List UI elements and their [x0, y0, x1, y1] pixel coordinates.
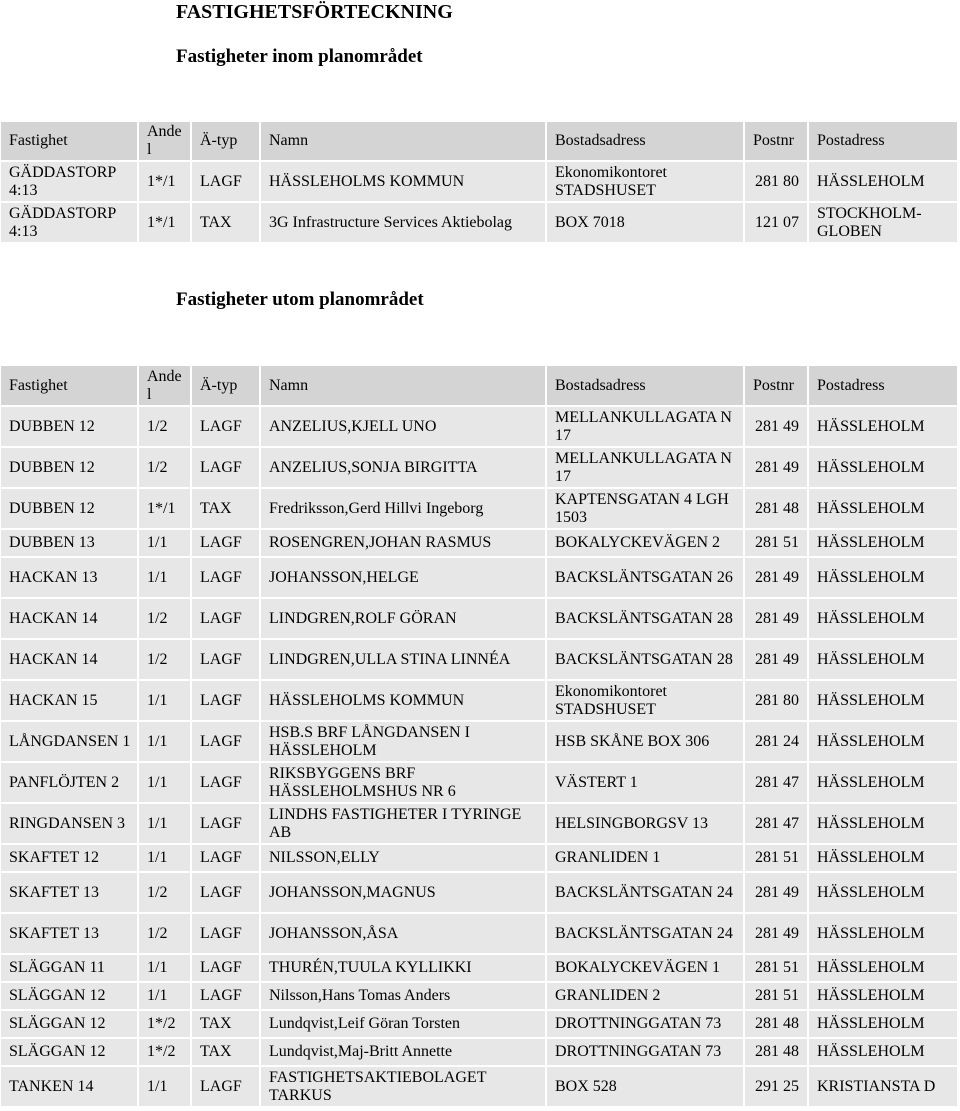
cell-postnr: 121 07: [745, 203, 809, 244]
cell-postnr: 281 49: [745, 407, 809, 448]
page-title: FASTIGHETSFÖRTECKNING: [176, 1, 453, 23]
cell-fastighet: SLÄGGAN 12: [1, 983, 139, 1011]
cell-postadress: HÄSSLEHOLM: [809, 681, 959, 722]
cell-postadress: HÄSSLEHOLM: [809, 640, 959, 681]
cell-bostadsadress: GRANLIDEN 2: [547, 983, 745, 1011]
cell-andel: 1*/1: [139, 203, 192, 244]
cell-fastighet: PANFLÖJTEN 2: [1, 763, 139, 804]
cell-postadress: HÄSSLEHOLM: [809, 530, 959, 558]
cell-postadress: HÄSSLEHOLM: [809, 983, 959, 1011]
cell-andel: 1/2: [139, 914, 192, 955]
cell-fastighet: TANKEN 14: [1, 1067, 139, 1108]
cell-bostadsadress: MELLANKULLAGATA N 17: [547, 407, 745, 448]
cell-andel: 1/2: [139, 407, 192, 448]
cell-a-typ: LAGF: [192, 599, 261, 640]
cell-fastighet: DUBBEN 12: [1, 489, 139, 530]
cell-fastighet: GÄDDASTORP 4:13: [1, 203, 139, 244]
cell-fastighet: GÄDDASTORP 4:13: [1, 162, 139, 203]
table-header-row: [1, 366, 959, 407]
cell-postadress: HÄSSLEHOLM: [809, 1039, 959, 1067]
cell-fastighet: HACKAN 13: [1, 558, 139, 599]
cell-bostadsadress: VÄSTERT 1: [547, 763, 745, 804]
cell-postadress: HÄSSLEHOLM: [809, 599, 959, 640]
cell-andel: 1/1: [139, 1067, 192, 1108]
cell-postnr: 281 48: [745, 489, 809, 530]
cell-andel: 1*/2: [139, 1039, 192, 1067]
cell-bostadsadress: DROTTNINGGATAN 73: [547, 1039, 745, 1067]
column-header-bostadsadress: Bostadsadress: [547, 366, 745, 407]
cell-namn: ANZELIUS,SONJA BIRGITTA: [261, 448, 547, 489]
cell-a-typ: LAGF: [192, 722, 261, 763]
table-row: [1, 489, 959, 530]
table-row: [1, 162, 959, 203]
table-header-row: [1, 122, 959, 162]
cell-fastighet: HACKAN 14: [1, 599, 139, 640]
cell-namn: Lundqvist,Leif Göran Torsten: [261, 1011, 547, 1039]
cell-namn: ROSENGREN,JOHAN RASMUS: [261, 530, 547, 558]
cell-andel: 1*/1: [139, 489, 192, 530]
cell-postadress: HÄSSLEHOLM: [809, 845, 959, 873]
cell-a-typ: LAGF: [192, 873, 261, 914]
cell-bostadsadress: HELSINGBORGSV 13: [547, 804, 745, 845]
cell-bostadsadress: DROTTNINGGATAN 73: [547, 1011, 745, 1039]
cell-bostadsadress: BOX 7018: [547, 203, 745, 244]
table-row: [1, 804, 959, 845]
cell-andel: 1/1: [139, 681, 192, 722]
cell-andel: 1/1: [139, 845, 192, 873]
cell-bostadsadress: BOX 528: [547, 1067, 745, 1108]
cell-postnr: 281 24: [745, 722, 809, 763]
cell-postadress: HÄSSLEHOLM: [809, 914, 959, 955]
cell-postadress: HÄSSLEHOLM: [809, 873, 959, 914]
cell-namn: FASTIGHETSAKTIEBOLAGET TARKUS: [261, 1067, 547, 1108]
cell-a-typ: LAGF: [192, 530, 261, 558]
table-row: [1, 955, 959, 983]
cell-namn: Fredriksson,Gerd Hillvi Ingeborg: [261, 489, 547, 530]
column-header-postnr: Postnr: [745, 122, 809, 162]
column-header-namn: Namn: [261, 122, 547, 162]
table-row: [1, 530, 959, 558]
table-row: [1, 722, 959, 763]
cell-andel: 1/1: [139, 722, 192, 763]
cell-andel: 1/1: [139, 983, 192, 1011]
cell-postadress: HÄSSLEHOLM: [809, 162, 959, 203]
cell-postadress: HÄSSLEHOLM: [809, 489, 959, 530]
cell-bostadsadress: HSB SKÅNE BOX 306: [547, 722, 745, 763]
column-header-andel: Ande l: [139, 366, 192, 407]
properties-outside-table: [1, 366, 959, 1108]
cell-fastighet: DUBBEN 12: [1, 407, 139, 448]
column-header-postadress: Postadress: [809, 366, 959, 407]
cell-namn: LINDGREN,ROLF GÖRAN: [261, 599, 547, 640]
cell-namn: HÄSSLEHOLMS KOMMUN: [261, 681, 547, 722]
cell-fastighet: SKAFTET 13: [1, 873, 139, 914]
cell-fastighet: DUBBEN 13: [1, 530, 139, 558]
cell-bostadsadress: BACKSLÄNTSGATAN 26: [547, 558, 745, 599]
cell-a-typ: LAGF: [192, 558, 261, 599]
cell-andel: 1/2: [139, 448, 192, 489]
cell-andel: 1/1: [139, 955, 192, 983]
table-row: [1, 873, 959, 914]
cell-postnr: 281 51: [745, 983, 809, 1011]
cell-a-typ: LAGF: [192, 640, 261, 681]
cell-andel: 1/1: [139, 763, 192, 804]
cell-a-typ: TAX: [192, 1039, 261, 1067]
table-row: [1, 599, 959, 640]
cell-a-typ: LAGF: [192, 407, 261, 448]
cell-a-typ: LAGF: [192, 845, 261, 873]
cell-bostadsadress: BOKALYCKEVÄGEN 2: [547, 530, 745, 558]
cell-namn: NILSSON,ELLY: [261, 845, 547, 873]
cell-andel: 1*/2: [139, 1011, 192, 1039]
cell-a-typ: LAGF: [192, 914, 261, 955]
cell-postadress: HÄSSLEHOLM: [809, 407, 959, 448]
cell-fastighet: SKAFTET 13: [1, 914, 139, 955]
table-row: [1, 1067, 959, 1108]
cell-a-typ: TAX: [192, 1011, 261, 1039]
cell-andel: 1/1: [139, 530, 192, 558]
cell-postadress: HÄSSLEHOLM: [809, 804, 959, 845]
cell-a-typ: LAGF: [192, 955, 261, 983]
cell-a-typ: TAX: [192, 203, 261, 244]
column-header-namn: Namn: [261, 366, 547, 407]
table-row: [1, 407, 959, 448]
cell-postadress: HÄSSLEHOLM: [809, 763, 959, 804]
cell-fastighet: LÅNGDANSEN 1: [1, 722, 139, 763]
cell-postadress: KRISTIANSTA D: [809, 1067, 959, 1108]
cell-bostadsadress: Ekonomikontoret STADSHUSET: [547, 162, 745, 203]
cell-bostadsadress: Ekonomikontoret STADSHUSET: [547, 681, 745, 722]
cell-postnr: 281 48: [745, 1011, 809, 1039]
cell-namn: LINDHS FASTIGHETER I TYRINGE AB: [261, 804, 547, 845]
cell-bostadsadress: BOKALYCKEVÄGEN 1: [547, 955, 745, 983]
cell-a-typ: LAGF: [192, 448, 261, 489]
cell-postnr: 281 51: [745, 955, 809, 983]
cell-postadress: STOCKHOLM-GLOBEN: [809, 203, 959, 244]
table-row: [1, 845, 959, 873]
cell-postnr: 281 51: [745, 845, 809, 873]
column-header-postnr: Postnr: [745, 366, 809, 407]
cell-postadress: HÄSSLEHOLM: [809, 558, 959, 599]
cell-postnr: 281 51: [745, 530, 809, 558]
cell-postnr: 281 49: [745, 873, 809, 914]
column-header-a-typ: Ä-typ: [192, 122, 261, 162]
cell-andel: 1/2: [139, 599, 192, 640]
cell-namn: RIKSBYGGENS BRF HÄSSLEHOLMSHUS NR 6: [261, 763, 547, 804]
cell-postnr: 281 49: [745, 448, 809, 489]
table-row: [1, 914, 959, 955]
table-row: [1, 640, 959, 681]
cell-namn: HÄSSLEHOLMS KOMMUN: [261, 162, 547, 203]
table-row: [1, 763, 959, 804]
cell-fastighet: DUBBEN 12: [1, 448, 139, 489]
cell-postnr: 281 49: [745, 640, 809, 681]
cell-andel: 1/2: [139, 640, 192, 681]
cell-postadress: HÄSSLEHOLM: [809, 1011, 959, 1039]
column-header-bostadsadress: Bostadsadress: [547, 122, 745, 162]
column-header-fastighet: Fastighet: [1, 122, 139, 162]
cell-postnr: 291 25: [745, 1067, 809, 1108]
cell-postnr: 281 47: [745, 763, 809, 804]
table-row: [1, 448, 959, 489]
cell-postadress: HÄSSLEHOLM: [809, 722, 959, 763]
cell-bostadsadress: BACKSLÄNTSGATAN 28: [547, 640, 745, 681]
cell-postnr: 281 80: [745, 681, 809, 722]
section-heading-outside-plan-area: Fastigheter utom planområdet: [176, 289, 424, 310]
cell-fastighet: SKAFTET 12: [1, 845, 139, 873]
cell-namn: THURÉN,TUULA KYLLIKKI: [261, 955, 547, 983]
cell-namn: Lundqvist,Maj-Britt Annette: [261, 1039, 547, 1067]
cell-andel: 1/1: [139, 804, 192, 845]
cell-bostadsadress: KAPTENSGATAN 4 LGH 1503: [547, 489, 745, 530]
cell-andel: 1*/1: [139, 162, 192, 203]
cell-a-typ: LAGF: [192, 1067, 261, 1108]
cell-namn: ANZELIUS,KJELL UNO: [261, 407, 547, 448]
table-row: [1, 558, 959, 599]
cell-namn: LINDGREN,ULLA STINA LINNÉA: [261, 640, 547, 681]
cell-a-typ: LAGF: [192, 681, 261, 722]
cell-postnr: 281 49: [745, 558, 809, 599]
cell-namn: JOHANSSON,MAGNUS: [261, 873, 547, 914]
cell-a-typ: LAGF: [192, 983, 261, 1011]
properties-inside-body: [1, 162, 959, 244]
properties-inside-table: [1, 122, 959, 244]
cell-bostadsadress: BACKSLÄNTSGATAN 28: [547, 599, 745, 640]
cell-postnr: 281 48: [745, 1039, 809, 1067]
cell-a-typ: TAX: [192, 489, 261, 530]
cell-bostadsadress: BACKSLÄNTSGATAN 24: [547, 873, 745, 914]
cell-a-typ: LAGF: [192, 162, 261, 203]
cell-fastighet: HACKAN 14: [1, 640, 139, 681]
cell-postnr: 281 80: [745, 162, 809, 203]
cell-postnr: 281 47: [745, 804, 809, 845]
cell-postnr: 281 49: [745, 914, 809, 955]
column-header-andel: Ande l: [139, 122, 192, 162]
column-header-a-typ: Ä-typ: [192, 366, 261, 407]
cell-namn: HSB.S BRF LÅNGDANSEN I HÄSSLEHOLM: [261, 722, 547, 763]
cell-fastighet: HACKAN 15: [1, 681, 139, 722]
table-row: [1, 1011, 959, 1039]
cell-bostadsadress: GRANLIDEN 1: [547, 845, 745, 873]
cell-postadress: HÄSSLEHOLM: [809, 448, 959, 489]
cell-a-typ: LAGF: [192, 804, 261, 845]
cell-fastighet: SLÄGGAN 12: [1, 1039, 139, 1067]
section-heading-inside-plan-area: Fastigheter inom planområdet: [176, 46, 423, 67]
cell-namn: JOHANSSON,ÅSA: [261, 914, 547, 955]
cell-bostadsadress: MELLANKULLAGATA N 17: [547, 448, 745, 489]
table-row: [1, 681, 959, 722]
cell-andel: 1/2: [139, 873, 192, 914]
cell-a-typ: LAGF: [192, 763, 261, 804]
cell-namn: Nilsson,Hans Tomas Anders: [261, 983, 547, 1011]
properties-outside-body: [1, 407, 959, 1108]
cell-postadress: HÄSSLEHOLM: [809, 955, 959, 983]
cell-namn: JOHANSSON,HELGE: [261, 558, 547, 599]
cell-fastighet: RINGDANSEN 3: [1, 804, 139, 845]
cell-fastighet: SLÄGGAN 12: [1, 1011, 139, 1039]
cell-bostadsadress: BACKSLÄNTSGATAN 24: [547, 914, 745, 955]
column-header-fastighet: Fastighet: [1, 366, 139, 407]
cell-fastighet: SLÄGGAN 11: [1, 955, 139, 983]
table-row: [1, 983, 959, 1011]
table-row: [1, 1039, 959, 1067]
column-header-postadress: Postadress: [809, 122, 959, 162]
table-row: [1, 203, 959, 244]
cell-postnr: 281 49: [745, 599, 809, 640]
cell-namn: 3G Infrastructure Services Aktiebolag: [261, 203, 547, 244]
cell-andel: 1/1: [139, 558, 192, 599]
